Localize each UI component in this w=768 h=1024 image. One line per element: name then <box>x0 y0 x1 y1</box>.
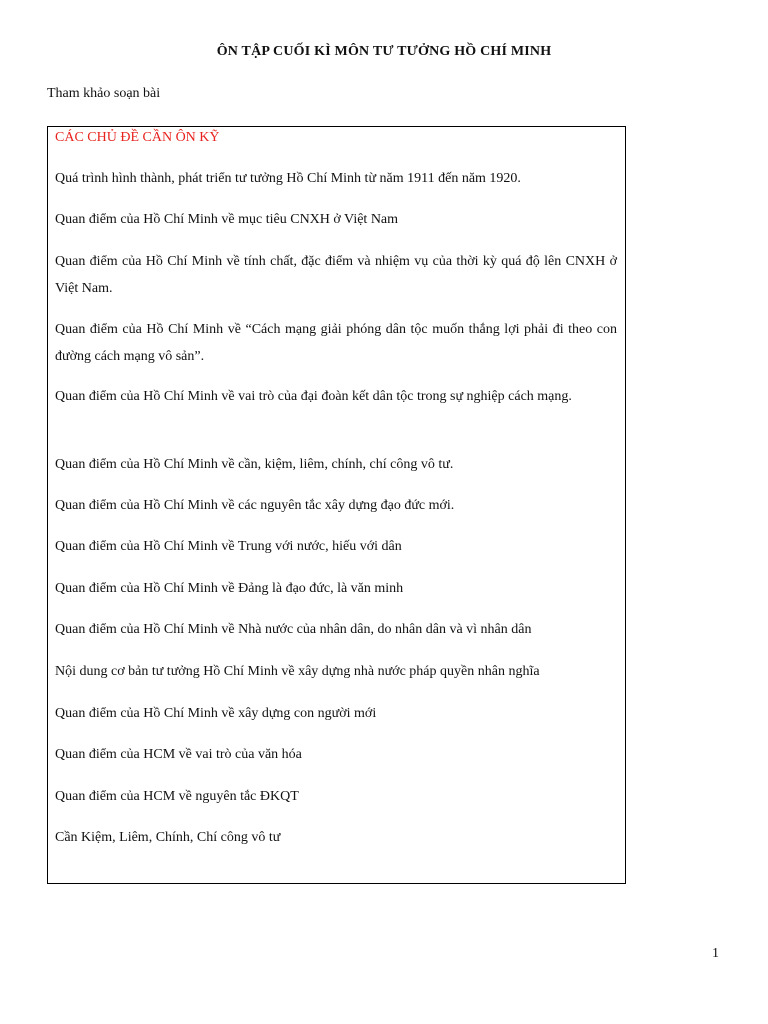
topic-item: Quan điểm của Hồ Chí Minh về Đảng là đạo đức, là văn minh <box>55 581 404 596</box>
topic-item: Quan điểm của Hồ Chí Minh về Trung với nước, hiếu với dân <box>55 539 402 554</box>
topic-item: Cần Kiệm, Liêm, Chính, Chí công vô tư <box>55 830 281 845</box>
topic-item: Quan điểm của Hồ Chí Minh về mục tiêu CNXH ở Việt Nam <box>55 212 399 227</box>
document-subtitle: Tham khảo soạn bài <box>47 86 161 101</box>
topic-item: Quan điểm của Hồ Chí Minh về xây dựng con người mới <box>55 706 377 721</box>
topic-item: Quan điểm của HCM về vai trò của văn hóa <box>55 747 302 762</box>
topics-box <box>47 126 626 884</box>
topic-item: Quan điểm của Hồ Chí Minh về “Cách mạng giải phóng dân tộc muốn thắng lợi phải đi theo con đường cách mạng vô sản”. <box>55 322 617 364</box>
topic-item: Quan điểm của Hồ Chí Minh về tính chất, đặc điểm và nhiệm vụ của thời kỳ quá độ lên CNXH ở Việt Nam. <box>55 254 617 296</box>
page-number: 1 <box>712 946 719 961</box>
document-title: ÔN TẬP CUỐI KÌ MÔN TƯ TƯỞNG HỒ CHÍ MINH <box>216 44 552 59</box>
topic-item: Quan điểm của HCM về nguyên tắc ĐKQT <box>55 789 299 804</box>
topic-item: Nội dung cơ bản tư tưởng Hồ Chí Minh về xây dựng nhà nước pháp quyền nhân nghĩa <box>55 664 540 679</box>
box-heading: CÁC CHỦ ĐỀ CẦN ÔN KỸ <box>55 130 220 145</box>
topic-item: Quan điểm của Hồ Chí Minh về Nhà nước của nhân dân, do nhân dân và vì nhân dân <box>55 622 532 637</box>
topic-item: Quan điểm của Hồ Chí Minh về các nguyên tắc xây dựng đạo đức mới. <box>55 498 455 513</box>
topic-item: Quan điểm của Hồ Chí Minh về vai trò của đại đoàn kết dân tộc trong sự nghiệp cách mạng. <box>55 389 572 404</box>
topic-item: Quá trình hình thành, phát triển tư tưởng Hồ Chí Minh từ năm 1911 đến năm 1920. <box>55 171 521 186</box>
topic-item: Quan điểm của Hồ Chí Minh về cần, kiệm, liêm, chính, chí công vô tư. <box>55 457 454 472</box>
